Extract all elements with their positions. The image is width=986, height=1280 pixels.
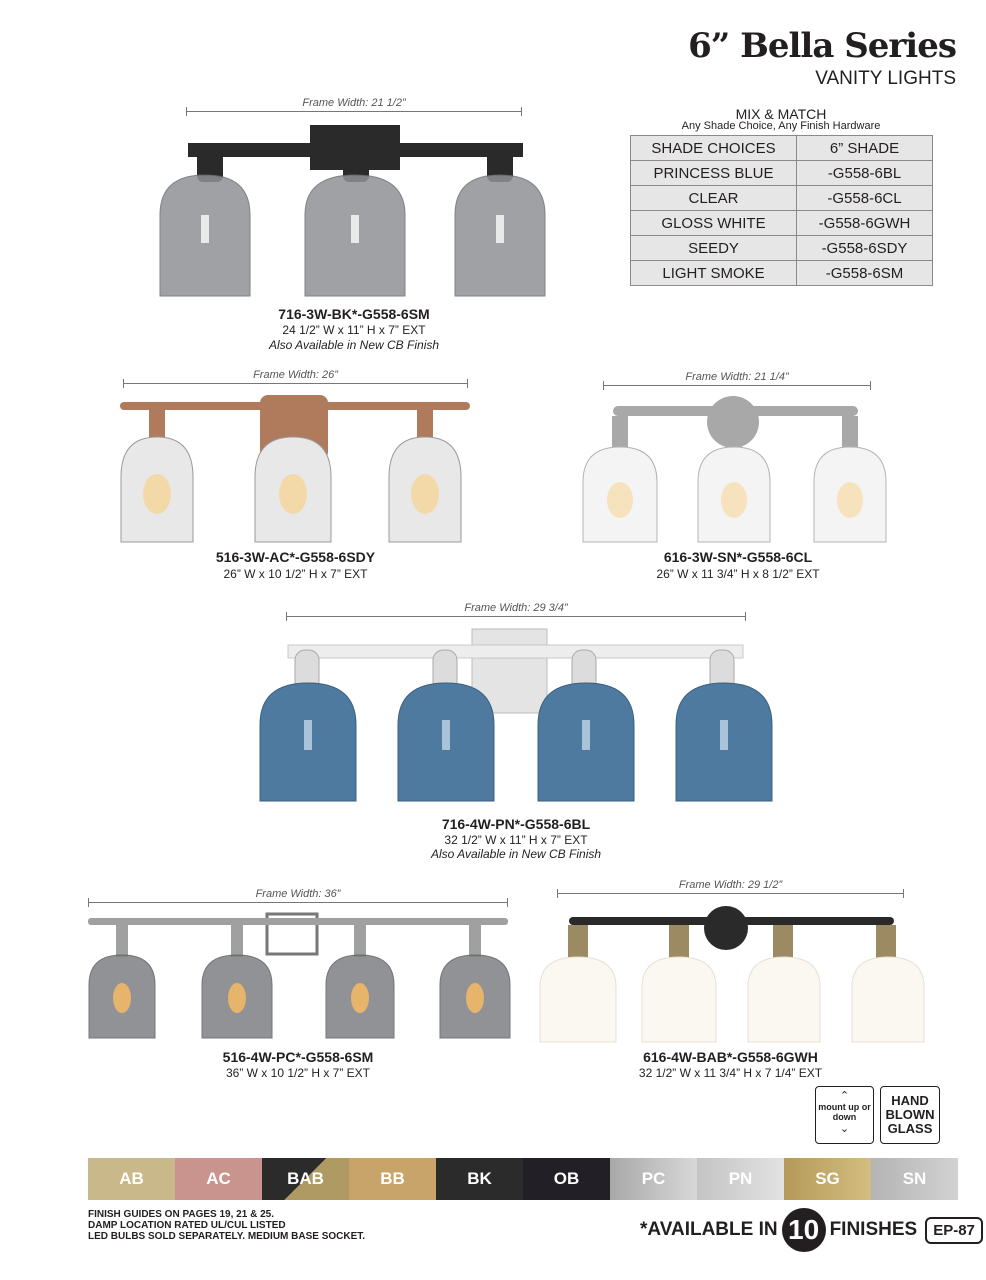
fixture-image [250, 625, 780, 810]
availability-note: Also Available in New CB Finish [430, 847, 602, 861]
chevron-up-icon: ⌃ [839, 1090, 850, 1102]
dimensions: 26” W x 10 1/2” H x 7” EXT [223, 567, 368, 581]
shade-header-left: SHADE CHOICES [631, 136, 797, 161]
footer-line: FINISH GUIDES ON PAGES 19, 21 & 25. [88, 1209, 274, 1220]
frame-width-label: Frame Width: 29 3/4” [464, 602, 568, 614]
hand-blown-glass-badge: HAND BLOWN GLASS [880, 1086, 940, 1144]
fixture-image [578, 392, 898, 547]
fixture-image [536, 902, 931, 1047]
shade-name: GLOSS WHITE [631, 211, 797, 236]
frame-width-line [123, 383, 468, 384]
fixture-image [115, 392, 475, 547]
mix-match-subtitle: Any Shade Choice, Any Finish Hardware [681, 120, 881, 132]
fixture-image [84, 910, 514, 1045]
model-number: 616-4W-BAB*-G558-6GWH [643, 1049, 818, 1065]
finishes-text: FINISHES [829, 1219, 918, 1240]
shade-table [630, 135, 933, 286]
shade-code: -G558-6BL [797, 161, 933, 186]
dimensions: 36” W x 10 1/2” H x 7” EXT [225, 1066, 371, 1080]
frame-width-label: Frame Width: 36” [255, 888, 341, 900]
swatch-bb: BB [349, 1158, 436, 1200]
series-title: 6” Bella Series [688, 26, 956, 66]
finish-swatches [88, 1158, 958, 1200]
mount-badge [815, 1086, 874, 1144]
footer-line: LED BULBS SOLD SEPARATELY. MEDIUM BASE SOCKET. [88, 1231, 366, 1242]
frame-width-line [603, 385, 871, 386]
page-number: EP-87 [925, 1217, 983, 1244]
swatch-bk: BK [436, 1158, 523, 1200]
shade-name: CLEAR [631, 186, 797, 211]
shade-name: PRINCESS BLUE [631, 161, 797, 186]
series-subtitle: VANITY LIGHTS [815, 68, 956, 89]
swatch-ab: AB [88, 1158, 175, 1200]
shade-header-right: 6” SHADE [797, 136, 933, 161]
available-text: *AVAILABLE IN [640, 1219, 778, 1240]
frame-width-label: Frame Width: 21 1/4” [685, 371, 789, 383]
fixture-image [155, 120, 555, 305]
mount-label: mount up or down [818, 1102, 871, 1122]
shade-code: -G558-6GWH [797, 211, 933, 236]
swatch-ob: OB [523, 1158, 610, 1200]
shade-code: -G558-6CL [797, 186, 933, 211]
footer-line: DAMP LOCATION RATED UL/CUL LISTED [88, 1220, 286, 1231]
frame-width-label: Frame Width: 26” [253, 369, 338, 381]
model-number: 516-4W-PC*-G558-6SM [222, 1049, 374, 1065]
model-number: 616-3W-SN*-G558-6CL [663, 549, 813, 565]
dimensions: 32 1/2” W x 11 3/4” H x 7 1/4” EXT [638, 1066, 823, 1080]
model-number: 516-3W-AC*-G558-6SDY [215, 549, 376, 565]
finishes-callout [640, 1208, 983, 1252]
swatch-pc: PC [610, 1158, 697, 1200]
frame-width-line [186, 111, 522, 112]
frame-width-label: Frame Width: 29 1/2” [678, 879, 783, 891]
shade-code: -G558-6SDY [797, 236, 933, 261]
shade-code: -G558-6SM [797, 261, 933, 286]
frame-width-label: Frame Width: 21 1/2” [302, 97, 406, 109]
shade-name: LIGHT SMOKE [631, 261, 797, 286]
shade-name: SEEDY [631, 236, 797, 261]
availability-note: Also Available in New CB Finish [268, 338, 440, 352]
swatch-pn: PN [697, 1158, 784, 1200]
swatch-ac: AC [175, 1158, 262, 1200]
frame-width-line [286, 616, 746, 617]
swatch-bab: BAB [262, 1158, 349, 1200]
dimensions: 24 1/2” W x 11” H x 7” EXT [282, 323, 426, 337]
model-number: 716-4W-PN*-G558-6BL [441, 816, 591, 832]
frame-width-line [88, 902, 508, 903]
dimensions: 32 1/2” W x 11” H x 7” EXT [444, 833, 588, 847]
swatch-sg: SG [784, 1158, 871, 1200]
finish-count: 10 [782, 1208, 826, 1252]
dimensions: 26” W x 11 3/4” H x 8 1/2” EXT [656, 567, 820, 581]
model-number: 716-3W-BK*-G558-6SM [278, 306, 430, 322]
footer-notes [88, 1209, 365, 1242]
swatch-sn: SN [871, 1158, 958, 1200]
frame-width-line [557, 893, 904, 894]
chevron-down-icon: ⌄ [839, 1123, 850, 1135]
mix-match-title: MIX & MATCH [735, 106, 827, 122]
